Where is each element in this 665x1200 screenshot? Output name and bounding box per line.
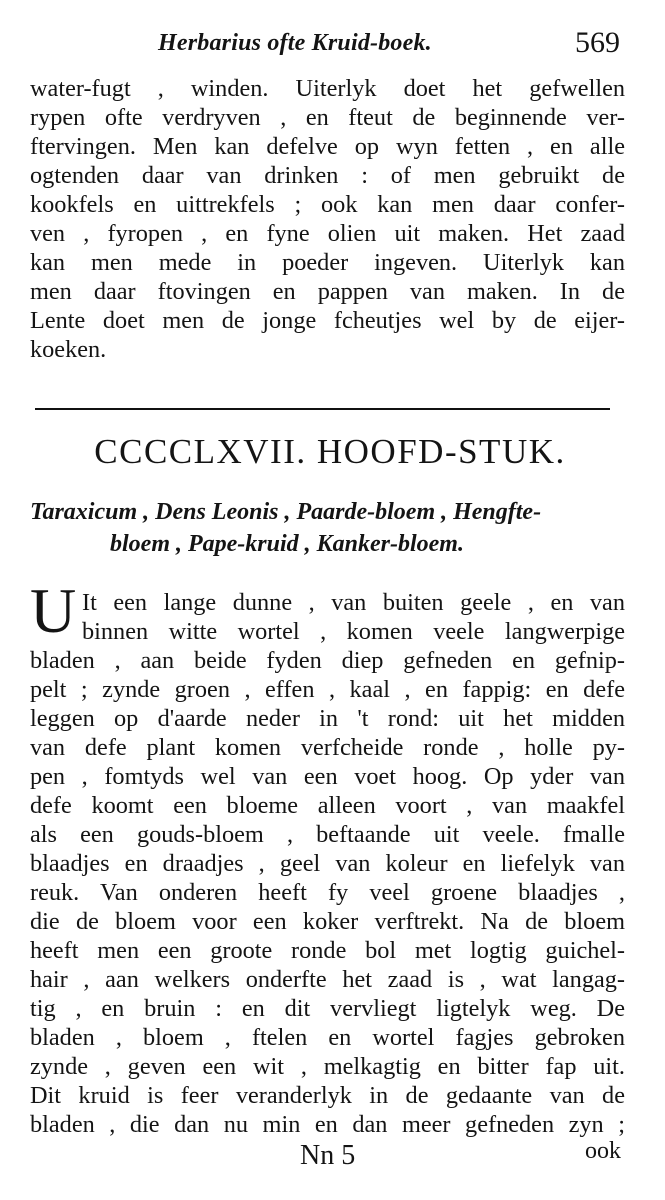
text-line: kan men mede in poeder ingeven. Uiterlyk kan bbox=[30, 249, 625, 276]
paragraph-1 bbox=[30, 74, 625, 364]
text-line: van defe plant komen verfcheide ronde , holle py- bbox=[30, 734, 625, 761]
text-line: leggen op d'aarde neder in 't rond: uit het midden bbox=[30, 705, 625, 732]
text-line: bladen , bloem , ftelen en wortel fagjes gebroken bbox=[30, 1024, 625, 1051]
text-line: die de bloem voor een koker verftrekt. Na de bloem bbox=[30, 908, 625, 935]
text-line: als een gouds-bloem , beftaande uit veele. fmalle bbox=[30, 821, 625, 848]
page-number: 569 bbox=[575, 26, 620, 59]
text-line: hair , aan welkers onderfte het zaad is , wat langag- bbox=[30, 966, 625, 993]
text-line: ogtenden daar van drinken : of men gebruikt de bbox=[30, 162, 625, 189]
text-line: tig , en bruin : en dit vervliegt ligtelyk weg. De bbox=[30, 995, 625, 1022]
text-line: ftervingen. Men kan defelve op wyn fetten , en alle bbox=[30, 133, 625, 160]
text-line: bladen , aan beide fyden diep gefneden en gefnip- bbox=[30, 647, 625, 674]
text-line: binnen witte wortel , komen veele langwerpige bbox=[82, 618, 625, 645]
text-line: heeft men een groote ronde bol met logtig guichel- bbox=[30, 937, 625, 964]
text-line: koeken. bbox=[30, 336, 107, 363]
text-line: Dit kruid is feer veranderlyk in de gedaante van de bbox=[30, 1082, 625, 1109]
text-line: It een lange dunne , van buiten geele , en van bbox=[82, 589, 625, 616]
text-line: pen , fomtyds wel van een voet hoog. Op yder van bbox=[30, 763, 625, 790]
text-line: blaadjes en draadjes , geel van koleur en liefelyk van bbox=[30, 850, 625, 877]
paragraph-2 bbox=[30, 588, 625, 1139]
text-line: men daar ftovingen en pappen van maken. In de bbox=[30, 278, 625, 305]
catchword: ook bbox=[585, 1138, 621, 1164]
drop-cap: U bbox=[30, 575, 77, 646]
text-line: kookfels en uittrekfels ; ook kan men daar confer- bbox=[30, 191, 625, 218]
text-line: rypen ofte verdryven , en fteut de beginnende ver- bbox=[30, 104, 625, 131]
text-line: defe koomt een bloeme alleen voort , van maakfel bbox=[30, 792, 625, 819]
chapter-heading: CCCCLXVII. HOOFD-STUK. bbox=[94, 432, 566, 471]
text-line: zynde , geven een wit , melkagtig en bitter fap uit. bbox=[30, 1053, 625, 1080]
text-line: ven , fyropen , en fyne olien uit maken. Het zaad bbox=[30, 220, 625, 247]
plant-names-line-1: Taraxicum , Dens Leonis , Paarde-bloem , Hengfte- bbox=[30, 499, 542, 525]
text-line: pelt ; zynde groen , effen , kaal , en fappig: en defe bbox=[30, 676, 625, 703]
signature-mark: Nn 5 bbox=[300, 1140, 356, 1171]
section-divider bbox=[35, 408, 610, 410]
text-line: bladen , die dan nu min en dan meer gefneden zyn ; bbox=[30, 1111, 625, 1138]
text-line: Lente doet men de jonge fcheutjes wel by de eijer- bbox=[30, 307, 625, 334]
page-header bbox=[150, 26, 620, 70]
plant-names-line-2: bloem , Pape-kruid , Kanker-bloem. bbox=[110, 531, 464, 557]
text-line: reuk. Van onderen heeft fy veel groene blaadjes , bbox=[30, 879, 625, 906]
text-line: water-fugt , winden. Uiterlyk doet het gefwellen bbox=[30, 75, 625, 102]
running-title: Herbarius ofte Kruid-boek. bbox=[158, 30, 432, 56]
